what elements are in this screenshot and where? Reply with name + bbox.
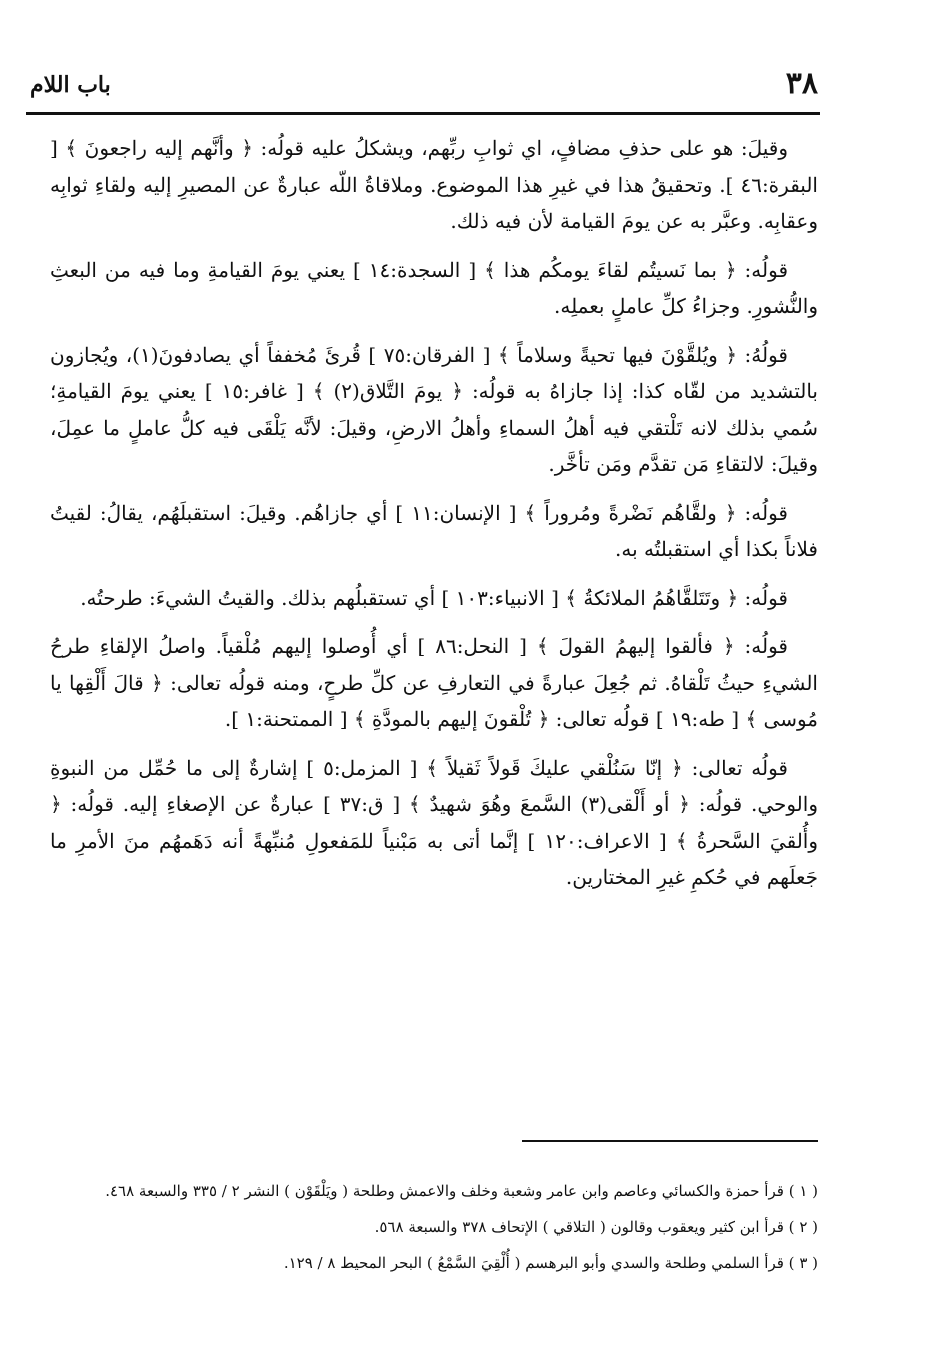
paragraph-3: قولُهُ: ﴿ ويُلقَّوْنَ فيها تحيةً وسلاماً ﴾ [ الفرقان:٧٥ ] قُرئَ مُخففاً أي يصادفونَ(١)، ويُجازون بالتشديد من لقّاه كذا: إذا جازاهُ به قولُه: ﴿ يومَ التَّلاق(٢) ﴾ [ غافر:١٥ ] يعني يومَ القيامةِ؛ سُمي بذلك لانه تَلْتقي فيه أهلُ السماءِ وأهلُ الارضِ، وقيلَ: لأنَّه يَلْقَى فيه كلُّ عاملٍ ما عمِلَ، وقيلَ: لالتقاءِ مَن تقدَّم ومَن تأخَّر.	[50, 342, 818, 476]
paragraph-6: قولُه: ﴿ فألقوا إليهمُ القولَ ﴾ [ النحل:٨٦ ] أي أُوصلوا إليهم مُلْقياً. واصلُ الإلقاءِ طرحُ الشيءِ حيثُ تَلْقاهُ. ثم جُعِلَ عبارةً في التعارفِ عن كلِّ طرحٍ، ومنه قولُه تعالى: ﴿ قالَ أَلْقِها يا مُوسى ﴾ [ طه:١٩ ] قولُه تعالى: ﴿ تُلْقونَ إليهم بالمودَّةِ ﴾ [ الممتحنة:١ ].	[50, 634, 818, 731]
page-number: ٣٨	[785, 66, 818, 101]
page-header	[30, 62, 818, 102]
footnote-1: ( ١ ) قرأ حمزة والكسائي وعاصم وابن عامر وشعبة وخلف والاعمش وطلحة ( ويَلْقَوْن ) النشر ٢ / ٣٣٥ والسبعة ٤٦٨.	[105, 1182, 818, 1200]
paragraph-5: قولُه: ﴿ وتَتَلقَّاهُمُ الملائكةُ ﴾ [ الانبياء:١٠٣ ] أي تستقبلُهم بذلك. والقيتُ الشيءَ: طرحتُه.	[80, 585, 788, 610]
footnote-3: ( ٣ ) قرأ السلمي وطلحة والسدي وأبو البرهسم ( أُلْقِيَ السَّمْعُ ) البحر المحيط ٨ / ١٢٩.	[283, 1254, 818, 1272]
paragraph-2: قولُه: ﴿ بما نَسيتُم لقاءَ يومكُم هذا ﴾ [ السجدة:١٤ ] يعني يومَ القيامةِ وما فيه من البعثِ والنُّشورِ. وجزاءُ كلِّ عاملٍ بعملِه.	[50, 257, 818, 318]
chapter-title: باب اللام	[30, 72, 111, 98]
paragraph-4: قولُه: ﴿ ولقَّاهُم نَضْرةً ومُروراً ﴾ [ الإنسان:١١ ] أي جازاهُم. وقيلَ: استقبلَهُم، يقالُ: لقيتُ فلاناً بكذا أي استقبلتُه به.	[50, 500, 818, 561]
paragraph-1: وقيلَ: هو على حذفِ مضافٍ، اي ثوابِ ربِّهم، ويشكلُ عليه قولُه: ﴿ وأنَّهم إليه راجعونَ ﴾ [ البقرة:٤٦ ]. وتحقيقُ هذا في غيرِ هذا الموضوع. وملاقاةُ اللّه عبارةٌ عن المصيرِ إليه ولقاءِ ثوابِه وعقابِه. وعبَّر به عن يومَ القيامة لأن فيه ذلك.	[50, 136, 818, 233]
main-text	[50, 130, 818, 908]
header-divider	[26, 112, 820, 115]
footnotes	[48, 1178, 818, 1286]
footnote-2: ( ٢ ) قرأ ابن كثير ويعقوب وقالون ( التلاقي ) الإتحاف ٣٧٨ والسبعة ٥٦٨.	[374, 1218, 818, 1236]
footnote-divider	[522, 1140, 818, 1142]
paragraph-7: قولُه تعالى: ﴿ إنّا سَنُلْقي عليكَ قَولاً ثَقيلاً ﴾ [ المزمل:٥ ] إشارةٌ إلى ما حُمِّل من النبوةِ والوحي. قولُه: ﴿ أو أَلْقى(٣) السَّمعَ وهُوَ شهيدٌ ﴾ [ ق:٣٧ ] عبارةٌ عن الإصغاءِ إليه. قولُه: ﴿ وأُلقيَ السَّحرةُ ﴾ [ الاعراف:١٢٠ ] إنَّما أتى به مَبْنياً للمَفعولِ مُنبِّهةً أنه دَهَمهُم منَ الأمرِ ما جَعلَهم في حُكمِ غيرِ المختارين.	[50, 755, 818, 889]
